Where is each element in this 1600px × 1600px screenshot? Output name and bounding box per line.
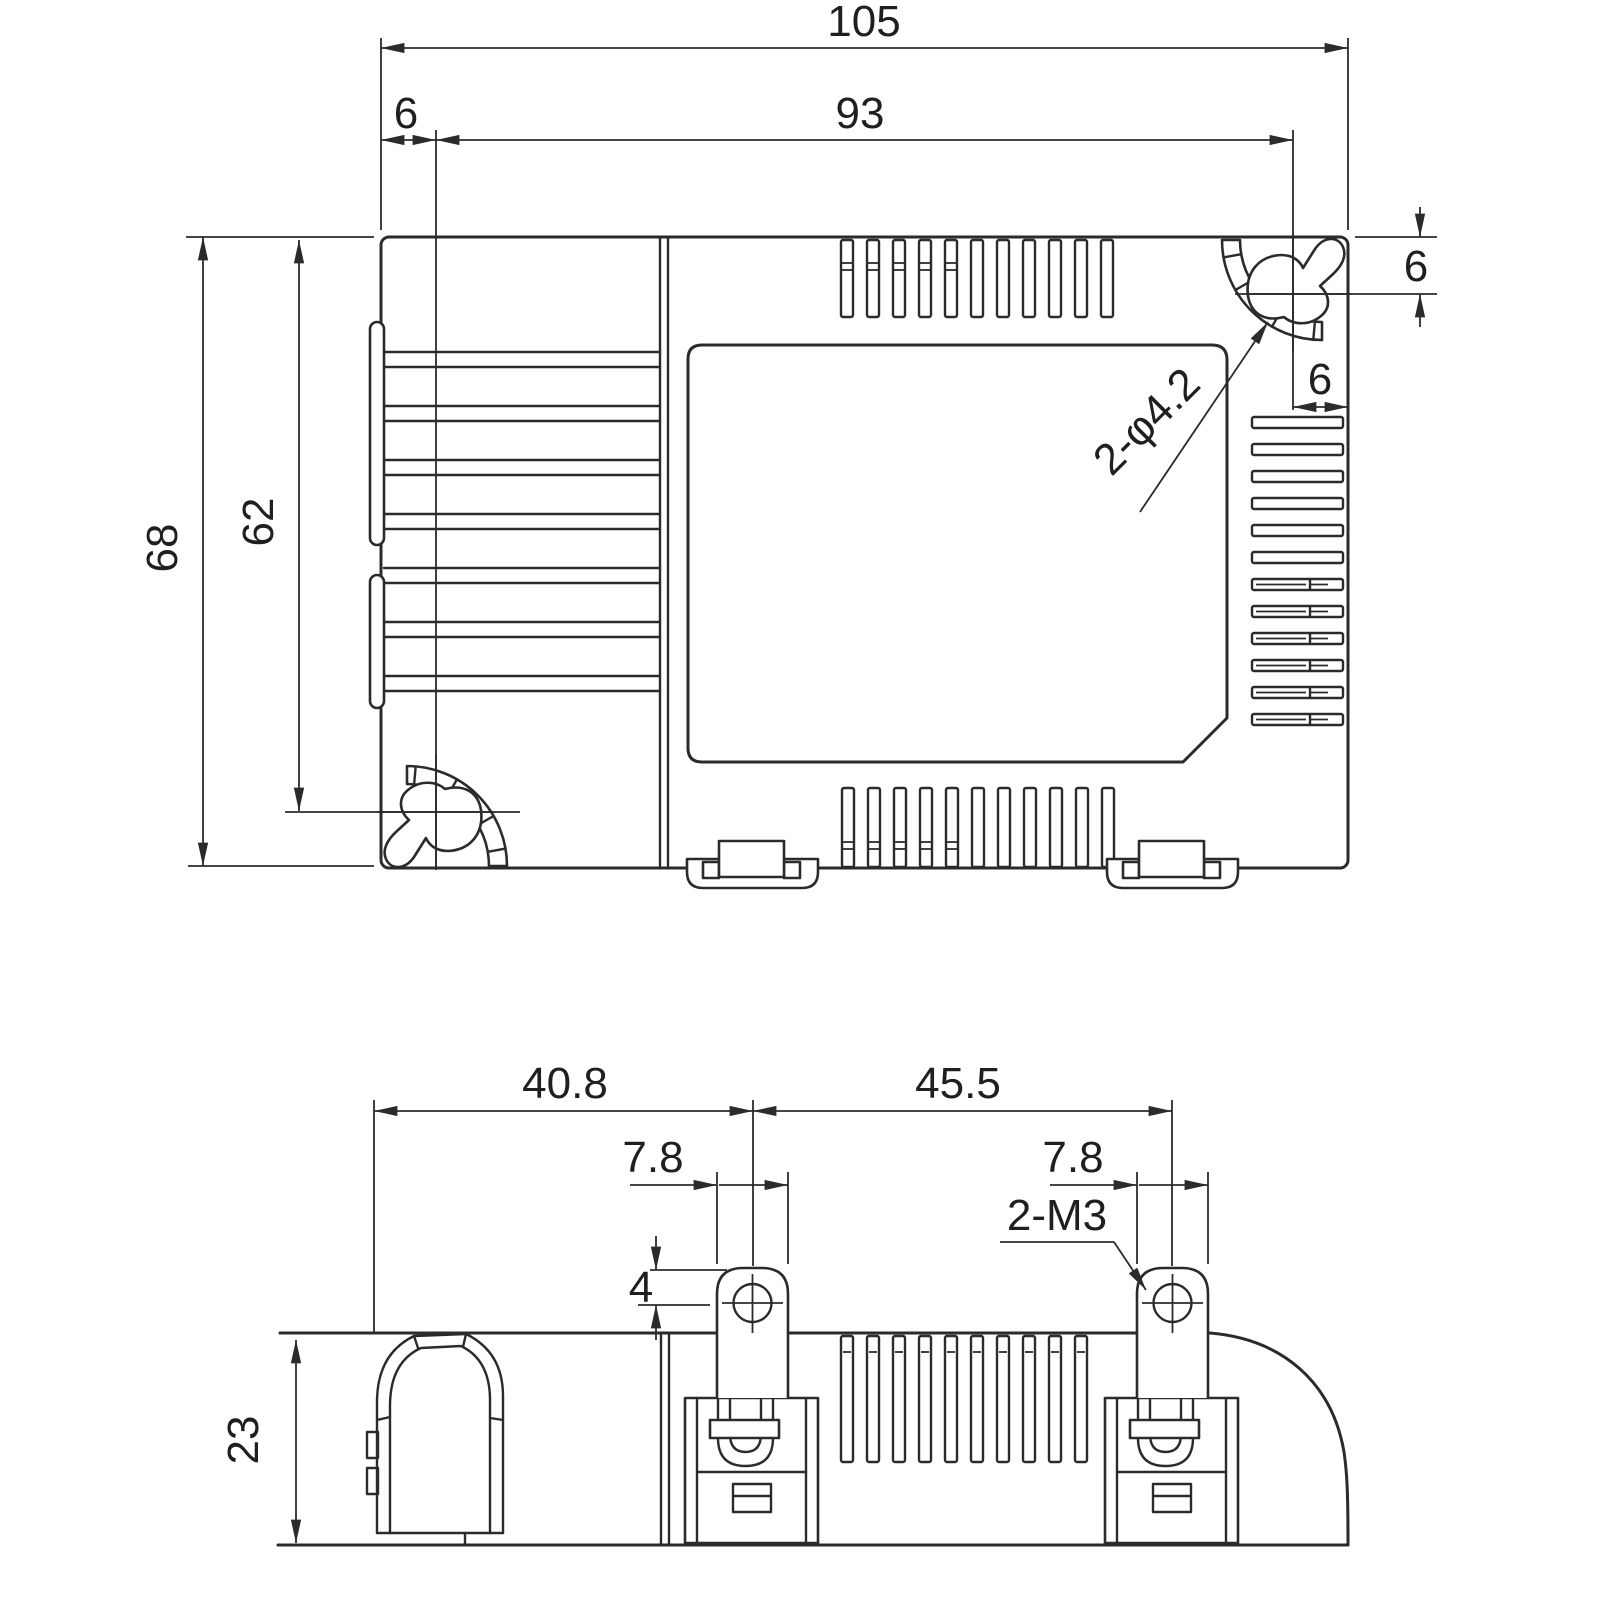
vent-slot: [1075, 1336, 1087, 1462]
hole-callout: 2-φ4.2: [1083, 358, 1210, 485]
clamp-block: [1105, 1398, 1238, 1543]
dim-62: 62: [234, 497, 283, 547]
vent-slot: [945, 1336, 957, 1462]
dim-6-left: 6: [393, 89, 419, 138]
vent-slot: [867, 1336, 879, 1462]
top-view: [370, 236, 1351, 888]
vent-slot: [893, 240, 905, 317]
vent-slot: [867, 240, 879, 317]
vent-slot: [1252, 525, 1343, 536]
vent-slot: [946, 788, 958, 867]
vent-slot: [1076, 788, 1088, 867]
side-view: [278, 1268, 1348, 1545]
vent-slot: [1252, 471, 1343, 482]
vent-slot: [945, 240, 957, 317]
heatsink-fins: [384, 352, 660, 691]
vent-slot: [1252, 552, 1343, 563]
vent-slot: [997, 240, 1009, 317]
mounting-tab: [717, 1268, 788, 1398]
right-vent-slots: [1252, 417, 1343, 725]
dim-6-vertical: 6: [1403, 242, 1429, 291]
vent-slot: [868, 788, 880, 867]
vent-slot: [1252, 417, 1343, 428]
dim-40.8: 40.8: [522, 1059, 608, 1108]
vent-slot: [972, 788, 984, 867]
vent-slot: [842, 788, 854, 867]
vent-slot: [1101, 240, 1113, 317]
vent-slot: [971, 1336, 983, 1462]
vent-slot: [1102, 788, 1114, 867]
vent-slot: [920, 788, 932, 867]
dim-7.8-right: 7.8: [1042, 1133, 1104, 1182]
mounting-clip: [687, 841, 818, 888]
top-view-dimensions: [138, 0, 1437, 868]
vent-slot: [1024, 788, 1036, 867]
vent-slot: [1252, 498, 1343, 509]
dim-45.5: 45.5: [915, 1059, 1001, 1108]
side-rib: [370, 322, 384, 545]
vent-slot: [1075, 240, 1087, 317]
dim-7.8-left: 7.8: [622, 1133, 684, 1182]
mounting-tab: [1137, 1268, 1208, 1398]
vent-slot: [1050, 788, 1062, 867]
top-vent-slots: [841, 240, 1113, 317]
dim-6-horizontal: 6: [1307, 355, 1333, 404]
side-rib: [370, 575, 384, 708]
enclosure-outline: [381, 237, 1348, 868]
bottom-vent-slots: [842, 788, 1114, 867]
vent-slot: [1049, 1336, 1061, 1462]
vent-slot: [1049, 240, 1061, 317]
dim-105: 105: [827, 0, 901, 46]
vent-slot: [841, 240, 853, 317]
clamp-block: [685, 1398, 818, 1543]
vent-slot: [1252, 444, 1343, 455]
vent-slot: [971, 240, 983, 317]
vent-slot: [1023, 240, 1035, 317]
vent-slot: [998, 788, 1010, 867]
vent-slot: [919, 1336, 931, 1462]
vent-slot: [894, 788, 906, 867]
vent-slot: [919, 240, 931, 317]
vent-slot: [1023, 1336, 1035, 1462]
screw-callout: 2-M3: [1006, 1191, 1108, 1240]
dim-4: 4: [628, 1263, 654, 1312]
vent-slot: [997, 1336, 1009, 1462]
vent-slot: [841, 1336, 853, 1462]
vent-slot: [893, 1336, 905, 1462]
mounting-clip: [1107, 841, 1238, 888]
side-vent-slots: [841, 1336, 1087, 1462]
dim-68: 68: [138, 523, 187, 573]
dim-93: 93: [835, 89, 885, 138]
side-end-cap-left: [377, 1334, 503, 1533]
dim-23: 23: [219, 1415, 268, 1465]
